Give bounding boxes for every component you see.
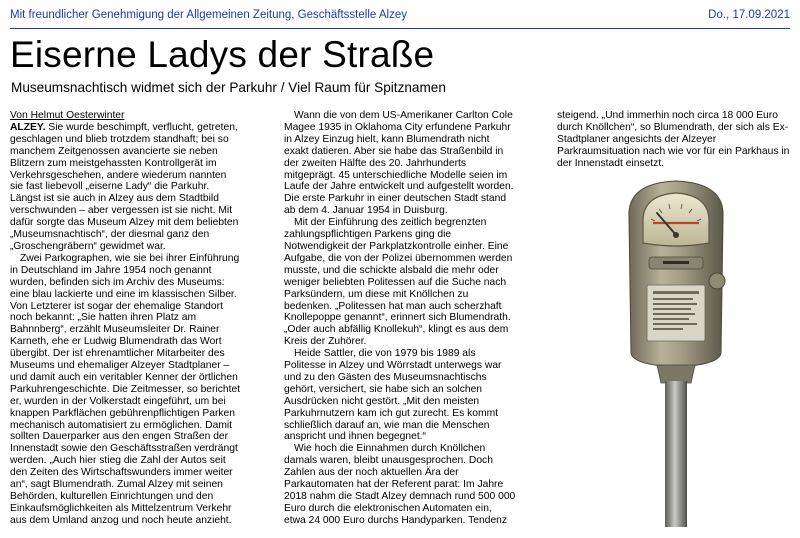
article-column-3 — [557, 110, 793, 170]
col2-p1-line-6: Laufe der Jahre entwickelt und aufgestellt worden. — [284, 181, 514, 193]
col2-p1-line-2: in Alzey Einzug hielt, kann Blumendrath nicht — [284, 133, 490, 145]
col1-p2-line-5: noch bekannt: „Sie hatten ihren Platz am — [10, 312, 197, 324]
col1-p2-line-3: eine blau lackierte und eine im klassischen Silber. — [10, 288, 237, 300]
col1-p1-line-0: Sie wurde beschimpft, verflucht, getreten, — [45, 121, 238, 133]
col2-p2-line-7: bedenken. „Politessen hat man auch scherzhaft — [284, 300, 502, 312]
header-divider — [10, 28, 790, 29]
col1-p2-line-8: übergibt. Der ist ehrenamtlicher Mitarbeiter des — [10, 348, 225, 360]
col2-p1-line-8: ab dem 4. Januar 1954 in Duisburg. — [284, 205, 448, 217]
col1-p2-line-10: und damit auch ein veritabler Kenner der örtlichen — [10, 371, 238, 383]
col2-p4-line-1: damals waren, bleibt unausgesprochen. Doch — [284, 455, 493, 467]
col2-p2-line-6: Parksündern, um diese mit Knöllchen zu — [284, 288, 469, 300]
col2-p1-line-0: Wann die von dem US-Amerikaner Carlton Cole — [294, 110, 513, 121]
col2-p2-line-9: „Oder auch abfällig Knollekuh“, klingt es aus dem — [284, 324, 509, 336]
article-headline: Eiserne Ladys der Straße — [10, 34, 435, 75]
col1-p2-line-13: knappen Parkflächen gebührenpflichtigen Parken — [10, 407, 235, 419]
col1-p2-line-14: mechanisch automatisiert zu ermöglichen. Damit — [10, 419, 233, 431]
col2-p1-line-4: der zweiten Hälfte des 20. Jahrhunderts — [284, 157, 467, 169]
article-paragraph-3 — [284, 110, 546, 217]
col1-p1-line-5: sie fast liebevoll „eiserne Lady“ die Parkuhr. — [10, 181, 210, 193]
col3-p1-line-3: Parkraumsituation nach wie vor für ein Parkhaus in — [557, 145, 790, 157]
article-paragraph-7 — [557, 110, 793, 170]
col2-p4-line-6: etwa 24 000 Euro durchs Handyparken. Tendenz — [284, 514, 508, 526]
col2-p3-line-2: und zu den Gästen des Museumsnachtischs — [284, 371, 487, 383]
article-dateline: ALZEY. — [10, 121, 46, 133]
col1-p2-line-19: an“, sagt Blumendrath. Zumal Alzey mit seinen — [10, 479, 223, 491]
col2-p3-line-3: gehört, versichert, sie habe sich an solchen — [284, 383, 483, 395]
col2-p3-line-1: Politesse in Alzey und Wörrstadt unterwegs war — [284, 360, 502, 372]
col2-p3-line-6: schließlich darauf an, wie man die Menschen — [284, 419, 490, 431]
col1-p2-line-4: Von Letzterer ist sogar der ehemalige Standort — [10, 300, 223, 312]
col2-p4-line-4: 2018 nahm die Stadt Alzey demnach rund 500 000 — [284, 491, 516, 502]
col2-p4-line-2: Zahlen aus der noch aktuellen Ära der — [284, 467, 459, 479]
col1-p2-line-9: Museums und ehemaliger Alzeyer Stadtplaner – — [10, 360, 230, 372]
col1-p1-line-9: „Museumsnachtisch“, der diesmal ganz den — [10, 229, 210, 241]
col1-p1-line-7: verschwunden – aber vergessen ist sie nicht. Mit — [10, 205, 233, 217]
col1-p1-line-4: Verkehrsgeschehen, andere wiederum nannten — [10, 169, 227, 181]
col1-p2-line-6: Bahnnberg“, erzählt Museumsleiter Dr. Rainer — [10, 324, 220, 336]
col2-p4-line-3: Parkautomaten hat der Referent parat: Im Jahre — [284, 479, 504, 491]
article-paragraph-2 — [10, 253, 272, 527]
col2-p4-line-5: Euro durch die elektronischen Automaten ein, — [284, 502, 492, 514]
col2-p1-line-1: Magee 1935 in Oklahoma City erfundene Parkuhr — [284, 121, 511, 133]
col2-p1-line-3: exakt datieren. Aber sie habe das Straßenbild in — [284, 145, 504, 157]
article-paragraph-6 — [284, 443, 546, 526]
col1-p1-line-8: dafür sorgte das Museum Alzey mit dem beliebten — [10, 217, 239, 229]
article-paragraph-5 — [284, 348, 546, 443]
col3-p1-line-4: der Innenstadt einsetzt. — [557, 157, 665, 169]
col2-p2-line-1: zahlungspflichtigen Parkens ging die — [284, 229, 452, 241]
col1-p2-line-1: in Deutschland im Jahre 1954 noch genannt — [10, 264, 212, 276]
col2-p1-line-5: mitgeprägt. 45 unterschiedliche Modelle seien im — [284, 169, 508, 181]
col1-p2-line-7: Karneth, ehe er Ludwig Blumendrath das Wort — [10, 336, 222, 348]
col1-p2-line-17: werden. „Auch hier stieg die Zahl der Autos seit — [10, 455, 226, 467]
article-subheadline: Museumsnachtisch widmet sich der Parkuhr / Viel Raum für Spitznamen — [11, 80, 446, 95]
col2-p2-line-3: Aufgabe, die von der Polizei übernommen werden — [284, 252, 513, 264]
col3-p1-line-2: Stadtplaner angesichts der Alzeyer — [557, 133, 717, 145]
col2-p2-line-8: Knollepoppe genannt“, erinnert sich Blumendrath. — [284, 312, 511, 324]
header-source: Mit freundlicher Genehmigung der Allgemeinen Zeitung, Geschäftsstelle Alzey — [10, 9, 407, 21]
col2-p2-line-4: musste, und die schickte alsbald die mehr oder — [284, 264, 499, 276]
col1-p2-line-12: er, wurden in der Volkerstadt eingeführt, um bei — [10, 395, 226, 407]
col1-p1-line-3: Blitzern zum meistgehassten Kontrollgerät im — [10, 157, 217, 169]
col1-p1-line-1: geschlagen und blieb trotzdem standhaft; bei so — [10, 133, 229, 145]
col2-p2-line-10: Kreis der Zuhörer. — [284, 336, 367, 348]
col3-p1-line-0: steigend. „Und immerhin noch circa 18 000 Euro — [557, 110, 778, 121]
col2-p3-line-7: anspricht und ihnen begegnet.“ — [284, 431, 426, 443]
col2-p2-line-2: Notwendigkeit der Parkplatzkontrolle einher. Eine — [284, 240, 509, 252]
parking-meter-photo — [619, 177, 733, 529]
col1-p2-line-0: Zwei Parkographen, wie sie bei ihrer Einführung — [20, 252, 240, 264]
article-column-2 — [284, 110, 546, 527]
article-column-1 — [10, 110, 272, 527]
col2-p3-line-5: Parkuhrnutzern kam ich gut zurecht. Es kommt — [284, 407, 499, 419]
col1-p2-line-22: aus dem Umland anzog und noch heute anzieht. — [10, 514, 232, 526]
col3-p1-line-1: durch Knöllchen“, so Blumendrath, der sich als Ex- — [557, 121, 789, 133]
col2-p4-line-0: Wie hoch die Einnahmen durch Knöllchen — [294, 443, 486, 455]
col1-p2-line-21: Einkaufsmöglichkeiten als Mittelzentrum Verkehr — [10, 502, 232, 514]
col1-p2-line-16: Innenstadt sowie den Geschäftsstraßen verdrängt — [10, 443, 238, 455]
col1-p2-line-11: Parkuhrengeschichte. Die Zeitmesser, so berichtet — [10, 383, 241, 395]
col1-p2-line-20: Behörden, kulturellen Einrichtungen und den — [10, 491, 214, 502]
col1-p2-line-15: sollten Dauerparker aus den engen Straßen der — [10, 431, 229, 443]
col1-p1-line-10: „Groschengräbern“ gewidmet war. — [10, 240, 166, 252]
article-byline: Von Helmut Oesterwinter — [10, 110, 125, 121]
article-paragraph-4 — [284, 217, 546, 348]
col2-p1-line-7: Die erste Parkuhr in einer deutschen Stadt stand — [284, 193, 507, 205]
col2-p2-line-5: weniger beliebten Politessen auf die Suche nach — [284, 276, 507, 288]
header-date: Do., 17.09.2021 — [708, 9, 790, 21]
col2-p3-line-4: Ausdrücken nicht gestört. „Mit den meisten — [284, 395, 480, 407]
col1-p2-line-18: den Zeiten des Wirtschaftswunders immer weiter — [10, 467, 233, 479]
page-header — [10, 9, 790, 25]
col1-p1-line-6: Längst ist sie auch in Alzey aus dem Stadtbild — [10, 193, 219, 205]
article-paragraph-1 — [10, 122, 272, 253]
col2-p3-line-0: Heide Sattler, die von 1979 bis 1989 als — [294, 348, 476, 360]
col1-p1-line-2: manchem Zeitgenossen avancierte sie neben — [10, 145, 218, 157]
col2-p2-line-0: Mit der Einführung des zeitlich begrenzten — [294, 217, 487, 229]
col1-p2-line-2: wurden, befinden sich im Archiv des Museums: — [10, 276, 225, 288]
